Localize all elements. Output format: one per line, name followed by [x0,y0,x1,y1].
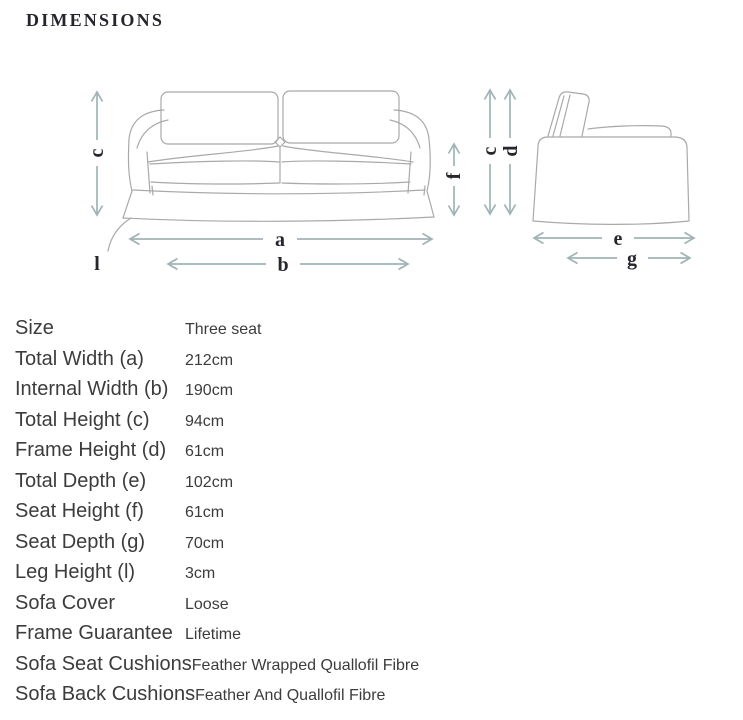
table-row [15,531,419,562]
spec-label: Sofa Back Cushions [15,683,196,705]
spec-value: 61cm [185,504,225,521]
table-row [15,592,419,623]
sofa-front-view-sketch [108,91,434,251]
spec-label: Total Height (c) [15,408,150,431]
spec-label: Leg Height (l) [15,561,136,583]
dimension-label-g: g [627,248,637,270]
table-row [15,500,419,531]
dimension-label-c-front: c [86,148,108,158]
table-row [15,683,419,714]
spec-value: Loose [185,595,229,613]
dimension-label-e: e [613,228,623,250]
table-row [15,622,419,653]
spec-label: Sofa Cover [15,591,116,614]
dimension-arrow-g [568,248,690,270]
spec-label: Seat Depth (g) [15,530,146,553]
dimensions-diagram [0,0,743,310]
spec-value: 102cm [185,473,234,491]
dimension-arrow-a [130,229,432,251]
table-row [15,470,419,501]
table-row [15,439,419,470]
spec-value: Three seat [185,321,262,338]
spec-value: 212cm [185,351,234,369]
table-row [15,653,419,684]
spec-value: 61cm [185,443,225,460]
table-row [15,561,419,592]
table-row [15,409,419,440]
dimension-label-a: a [275,229,285,251]
spec-label: Internal Width (b) [15,378,169,400]
dimension-label-c-side: c [479,146,501,156]
spec-value: 190cm [185,382,234,399]
table-row [15,378,419,409]
spec-value: Feather Wrapped Quallofil Fibre [191,656,420,674]
dimension-arrow-c-front [86,92,108,215]
dimension-label-f: f [443,172,465,180]
dimension-arrow-f [443,144,465,215]
spec-label: Total Depth (e) [15,469,147,492]
dimension-arrow-b [168,254,408,276]
dimension-arrow-c-side [479,90,501,214]
dimension-label-l: l [94,253,100,275]
spec-label: Sofa Seat Cushions [15,652,192,675]
dimensions-table [15,317,419,714]
table-row [15,348,419,379]
dimension-label-b: b [277,254,289,276]
dimension-arrow-d [500,90,522,214]
spec-label: Frame Height (d) [15,439,167,461]
spec-label: Frame Guarantee [15,622,173,644]
table-row [15,317,419,348]
spec-value: 94cm [185,412,225,430]
spec-value: Feather And Quallofil Fibre [195,687,386,704]
sofa-side-view-sketch [533,92,689,225]
page-title: DIMENSIONS [26,10,165,30]
spec-value: 70cm [185,534,225,552]
spec-label: Seat Height (f) [15,500,144,522]
spec-value: Lifetime [185,626,242,643]
spec-label: Size [15,317,54,339]
spec-label: Total Width (a) [15,347,144,370]
dimension-arrow-e [534,228,694,250]
spec-value: 3cm [185,565,216,582]
dimension-label-d: d [500,145,522,157]
